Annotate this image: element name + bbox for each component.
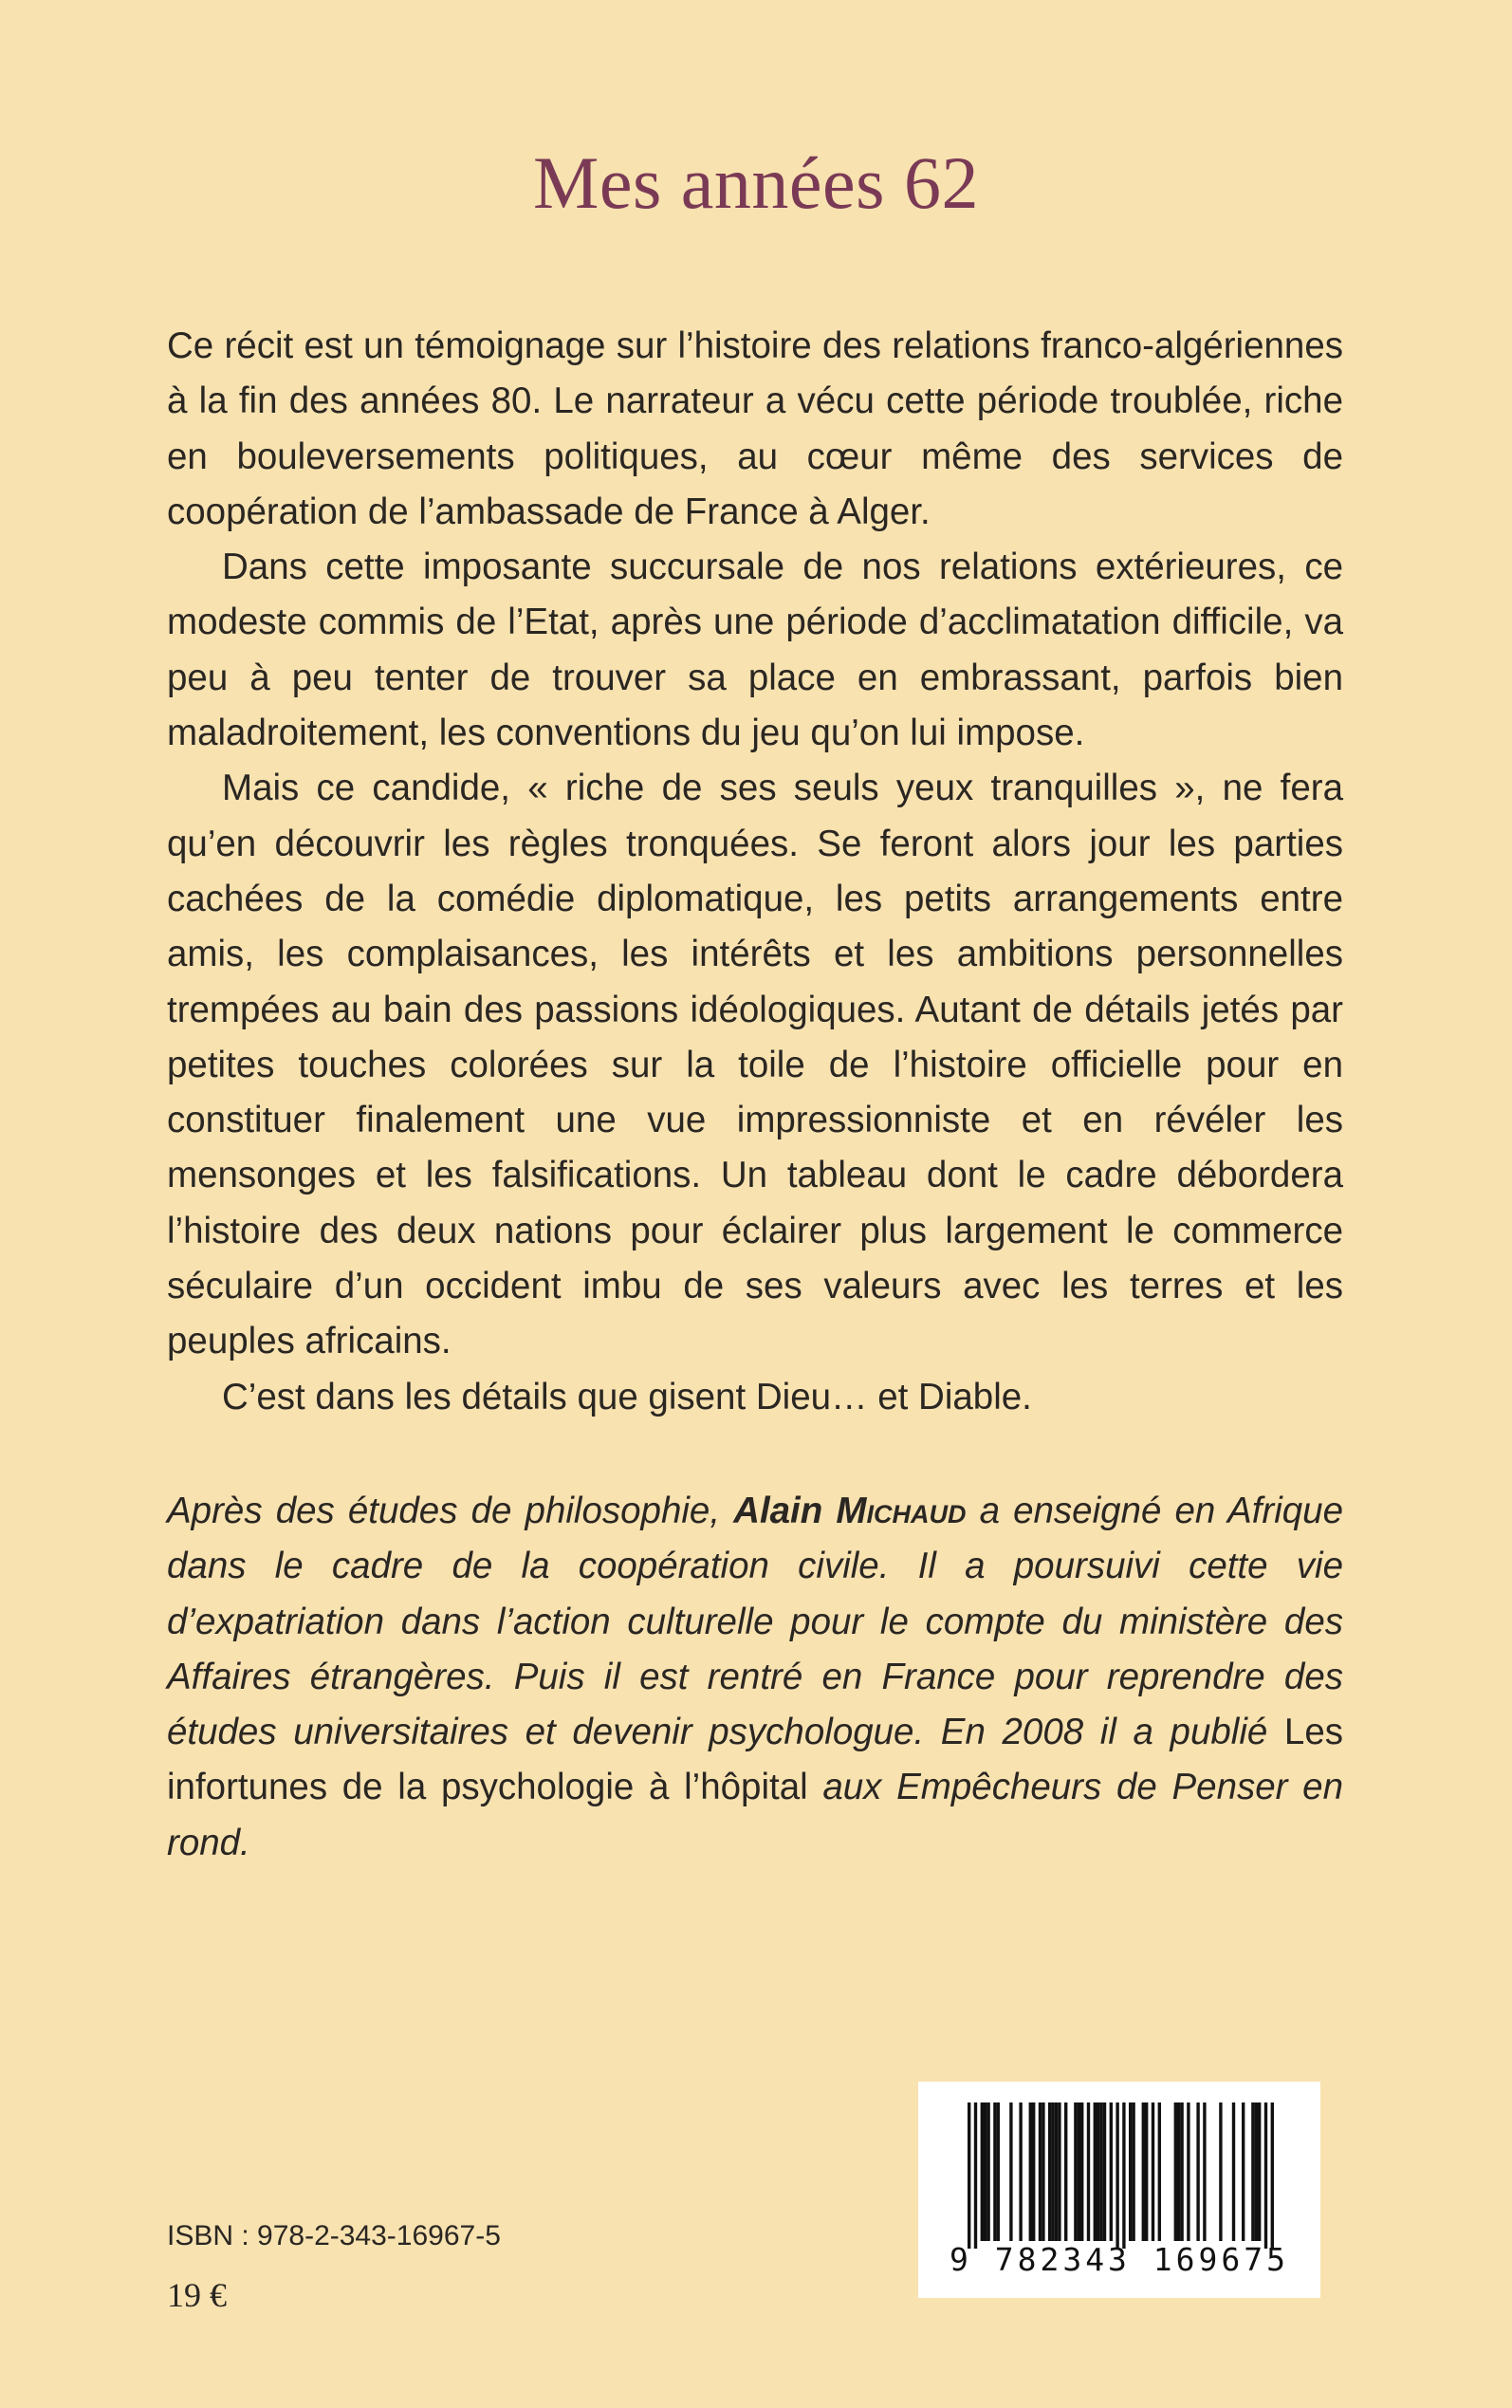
barcode-bar <box>1122 2102 1125 2249</box>
barcode-bar <box>997 2102 1000 2241</box>
barcode-bar <box>1116 2102 1118 2249</box>
barcode-bar <box>986 2102 989 2241</box>
barcode-bar <box>1103 2102 1106 2241</box>
barcode-bar <box>1251 2102 1254 2241</box>
barcode-bar <box>1032 2102 1035 2241</box>
blurb-paragraph-1: Ce récit est un témoignage sur l’histoire des relations franco-algériennes à la fin des années 80. Le narrateur a vécu cette période troublée, riche en bouleversements politiques, au cœur même des services de coopération de l’ambassade de France à Alger. <box>167 325 1343 532</box>
barcode-bar <box>1177 2102 1180 2241</box>
barcode-bar <box>1087 2102 1090 2241</box>
barcode-bar <box>1129 2102 1132 2241</box>
bio-body: a enseigné en Afrique dans le cadre de la coopération civile. Il a poursuivi cette vie d’expatriation dans l’action culturelle pour le compte du ministère des Affaires étrangères. Puis il est rentré en France pour reprendre des études universitaires et devenir psychologue. En 2008 il a publié <box>167 1491 1343 1753</box>
isbn: ISBN : 978-2-343-16967-5 <box>167 2220 501 2251</box>
barcode-bar <box>974 2102 977 2249</box>
barcode-digits: 9 782343 169675 <box>949 2241 1289 2278</box>
blurb-paragraph-3: Mais ce candide, « riche de ses seuls yeux tranquilles », ne fera qu’en découvrir les règles tronquées. Se feront alors jour les parties cachées de la comédie diplomatique, les petits arrangements entre amis, les complaisances, les intérêts et les ambitions personnelles trempées au bain des passions idéologiques. Autant de détails jetés par petites touches colorées sur la toile de l’histoire officielle pour en constituer finalement une vue impressionniste et en révéler les mensonges et les falsifications. Un tableau dont le cadre débordera l’histoire des deux nations pour éclairer plus largement le commerce séculaire d’un occident imbu de ses valeurs avec les terres et les peuples africains. <box>167 768 1343 1362</box>
barcode-bar <box>1271 2102 1274 2249</box>
barcode-bar <box>1029 2102 1032 2241</box>
barcode-bar <box>1080 2102 1083 2241</box>
barcode-bar <box>1152 2102 1154 2241</box>
barcode-bar <box>1019 2102 1022 2241</box>
barcode-bar <box>1232 2102 1235 2241</box>
author-name <box>733 1491 966 1531</box>
barcode-bar <box>1042 2102 1044 2241</box>
barcode-bar <box>1009 2102 1012 2241</box>
barcode-bar <box>1242 2102 1245 2241</box>
previous-book-title: Les infortunes de la psychologie à l’hôpital <box>167 1712 1343 1808</box>
barcode-bar <box>1064 2102 1067 2241</box>
barcode-bar <box>1051 2102 1054 2241</box>
barcode-bar <box>1180 2102 1183 2241</box>
barcode-bar <box>1132 2102 1134 2241</box>
barcode-bar <box>1055 2102 1058 2241</box>
barcode-bar <box>1078 2102 1080 2241</box>
barcode-bar <box>1099 2102 1102 2241</box>
barcode-bar <box>1258 2102 1261 2241</box>
barcode-bar <box>1094 2102 1097 2241</box>
blurb-paragraph-2: Dans cette imposante succursale de nos relations extérieures, ce modeste commis de l’Etat, après une période d’acclimatation difficile, va peu à peu tenter de trouver sa place en embrassant, parfois bien maladroitement, les conventions du jeu qu’on lui impose. <box>167 546 1343 754</box>
price: 19 € <box>167 2276 227 2314</box>
barcode-bar <box>1174 2102 1177 2241</box>
barcode-bar <box>1048 2102 1051 2241</box>
barcode-bar <box>1219 2102 1222 2241</box>
author-last-name: Michaud <box>836 1491 967 1531</box>
barcode-bar <box>1058 2102 1060 2241</box>
barcode-bar <box>1097 2102 1099 2241</box>
barcode-bar <box>1039 2102 1042 2241</box>
barcode-bar <box>1158 2102 1161 2241</box>
author-first-name: Alain <box>733 1491 837 1531</box>
bio-end: aux Empêcheurs de Penser en rond. <box>167 1767 1343 1863</box>
barcode-bar <box>1264 2102 1267 2249</box>
barcode-bar <box>1196 2102 1199 2241</box>
barcode-bar <box>1255 2102 1258 2241</box>
barcode <box>918 2082 1320 2298</box>
back-cover-blurb <box>167 319 1343 1425</box>
book-title: Mes années 62 <box>532 141 980 224</box>
barcode-bar <box>1074 2102 1077 2241</box>
barcode-bar <box>1142 2102 1145 2241</box>
barcode-bar <box>1203 2102 1206 2241</box>
barcode-bar <box>993 2102 996 2241</box>
barcode-bar <box>1187 2102 1189 2241</box>
bio-intro: Après des études de philosophie, <box>167 1491 734 1531</box>
barcode-bar <box>1145 2102 1148 2241</box>
barcode-bar <box>984 2102 986 2241</box>
barcode-bar <box>1110 2102 1113 2241</box>
author-bio <box>167 1484 1343 1871</box>
barcode-bar <box>981 2102 984 2241</box>
blurb-paragraph-4: C’est dans les détails que gisent Dieu… et Diable. <box>222 1376 1032 1417</box>
barcode-bar <box>968 2102 970 2249</box>
